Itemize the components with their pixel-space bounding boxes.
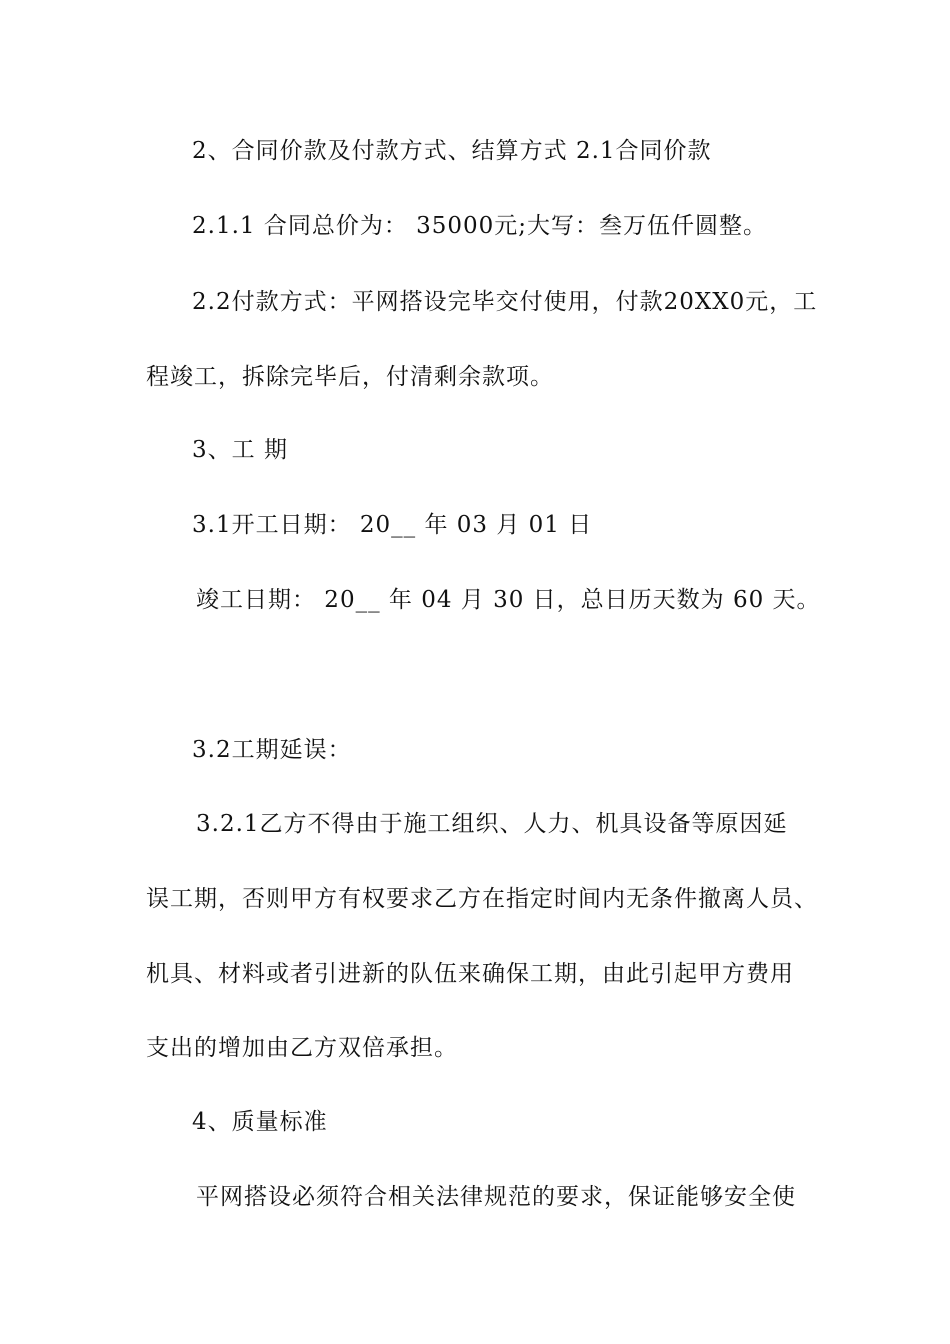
clause-3-2-1-line-3: 机具、材料或者引进新的队伍来确保工期，由此引起甲方费用	[146, 961, 794, 987]
section-3-heading: 3、工 期	[192, 437, 288, 463]
clause-3-1-start-date: 3.1开工日期： 20__ 年 03 月 01 日	[192, 512, 593, 538]
section-4-heading: 4、质量标准	[192, 1109, 328, 1135]
clause-3-2-1-line-4: 支出的增加由乙方双倍承担。	[146, 1035, 458, 1061]
clause-3-2-1-line-2: 误工期，否则甲方有权要求乙方在指定时间内无条件撤离人员、	[146, 886, 818, 912]
clause-3-2-heading: 3.2工期延误：	[192, 737, 352, 763]
clause-2-2-payment-line-2: 程竣工，拆除完毕后，付清剩余款项。	[146, 364, 554, 390]
clause-2-1-1-total-price: 2.1.1 合同总价为： 35000元;大写：叁万伍仟圆整。	[192, 213, 768, 239]
clause-2-2-payment-line-1: 2.2付款方式：平网搭设完毕交付使用，付款20XX0元，工	[192, 289, 818, 315]
clause-3-2-1-line-1: 3.2.1乙方不得由于施工组织、人力、机具设备等原因延	[196, 811, 788, 837]
section-2-heading: 2、合同价款及付款方式、结算方式 2.1合同价款	[192, 138, 712, 164]
clause-3-1-completion-date: 竣工日期： 20__ 年 04 月 30 日，总日历天数为 60 天。	[196, 587, 821, 613]
section-4-body-line-1: 平网搭设必须符合相关法律规范的要求，保证能够安全使	[196, 1184, 796, 1210]
